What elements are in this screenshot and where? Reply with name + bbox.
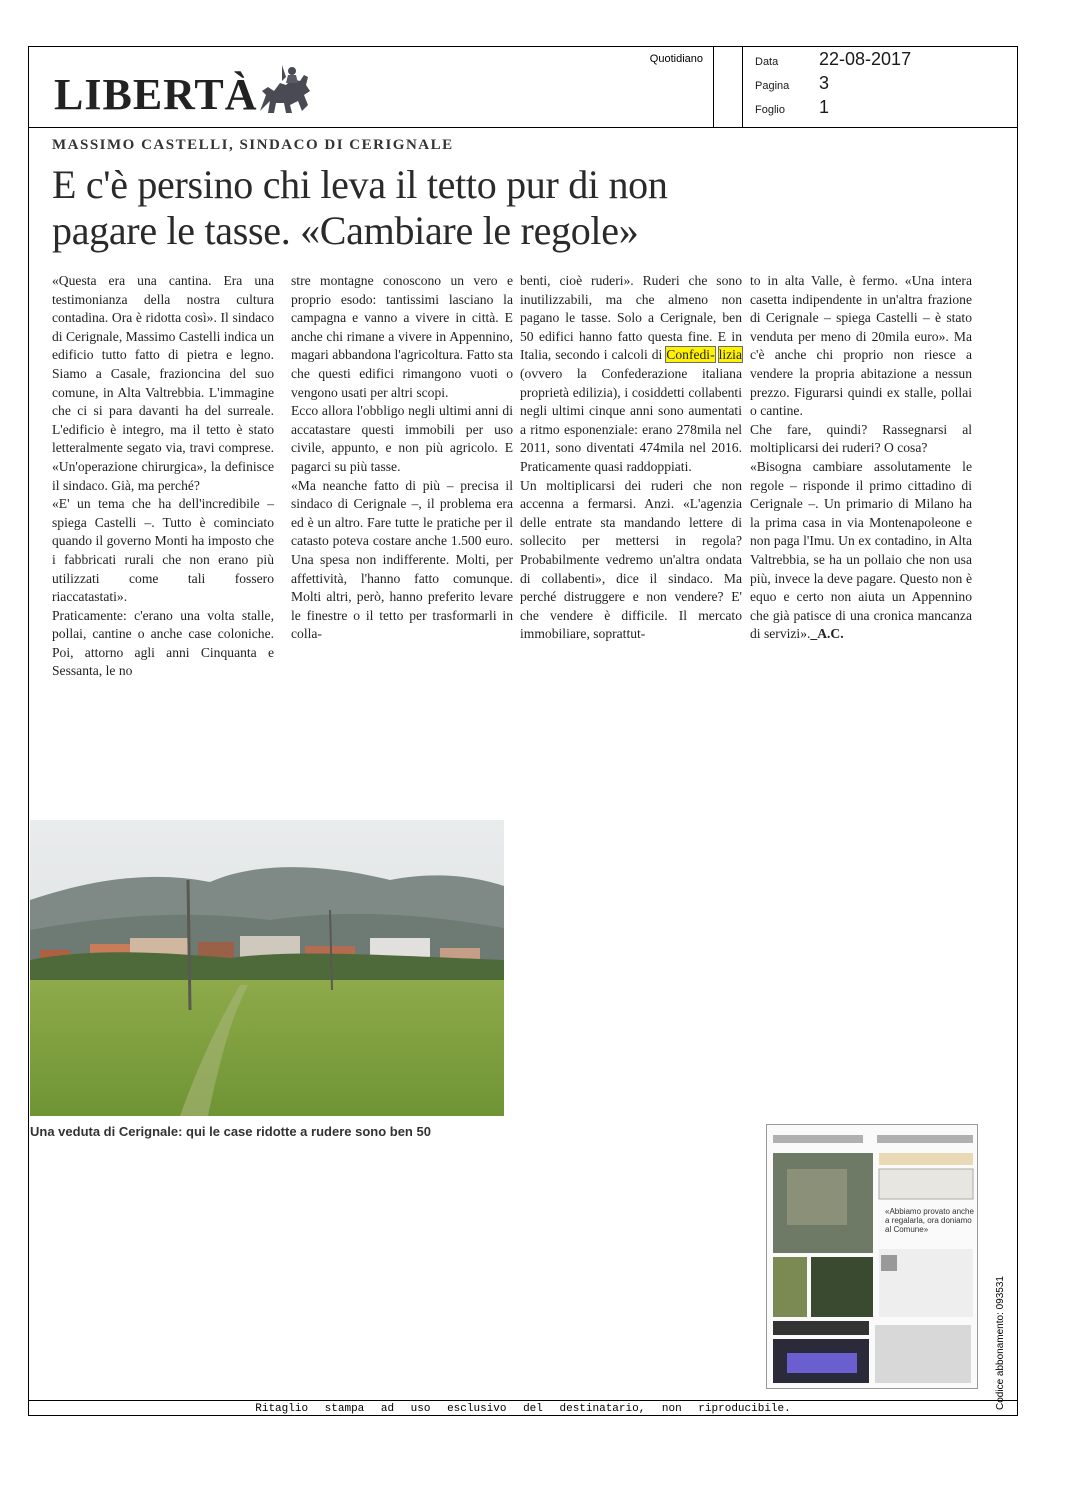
- article-photo: [30, 820, 504, 1116]
- header-divider: [713, 47, 743, 127]
- article-column-4: [750, 272, 972, 644]
- page-thumbnail: [766, 1124, 978, 1389]
- highlighted-term: Confedi-: [666, 347, 715, 363]
- paragraph: stre montagne conoscono un vero e proprio esodo: tantissimi lasciano la campagna e vanno a vivere in città. E anche chi rimane a vivere in Appennino, magari abbandona l'agricoltura. Fatto sta che questi edifici rimangono vuoti o vengono usati per altri scopi.: [291, 273, 513, 400]
- sheet-value: 1: [819, 97, 830, 117]
- meta-sheet: [755, 97, 829, 121]
- article-column-2: [291, 272, 513, 644]
- photo-caption: Una veduta di Cerignale: qui le case ridotte a rudere sono ben 50: [30, 1124, 431, 1139]
- publication-type: Quotidiano: [649, 53, 703, 65]
- page-label: Pagina: [755, 80, 790, 92]
- header-metadata: [743, 47, 1017, 127]
- paragraph: Un moltiplicarsi dei ruderi che non accenna a fermarsi. Anzi. «L'agenzia delle entrate sta mandando lettere di sollecito per mettersi in regola? Probabilmente vedremo un'altra ondata di collabenti», dice il sindaco. Ma perché distruggere e non vendere? E' che vendere è difficile. Il mercato immobiliare, soprattut-: [520, 477, 742, 642]
- paragraph: Che fare, quindi? Rassegnarsi al moltiplicarsi dei ruderi? O cosa?: [750, 421, 972, 456]
- article-headline: E c'è persino chi leva il tetto pur di non pagare le tasse. «Cambiare le regole»: [52, 162, 668, 253]
- footer-disclaimer: Ritaglio stampa ad uso esclusivo del destinatario, non riproducibile.: [28, 1400, 1018, 1416]
- paragraph: «E' un tema che ha dell'incredibile – spiega Castelli –. Tutto è cominciato quando il governo Monti ha imposto che i fabbricati rurali che non erano più utilizzati come tali fossero riaccatastati».: [52, 496, 274, 605]
- paragraph: to in alta Valle, è fermo. «Una intera casetta indipendente in un'altra frazione di Cerignale – spiega Castelli – è stato venduta per meno di 20mila euro». Ma c'è anche chi proprio non riesce a vendere la propria abitazione a nessun prezzo. Figurarsi quindi ex stalle, pollai o cantine.: [750, 273, 972, 419]
- paragraph: Praticamente: c'erano una volta stalle, pollai, cantine o anche case coloniche. Poi, attorno agli anni Cinquanta e Sessanta, le no: [52, 607, 274, 679]
- horseman-logo-icon: [252, 61, 316, 117]
- masthead-area: [29, 47, 713, 127]
- meta-date: [755, 49, 911, 73]
- highlighted-term: lizia: [718, 347, 742, 363]
- paragraph: Ecco allora l'obbligo negli ultimi anni di accatastare questi immobili per uso civile, appunto, e non più agricolo. E pagarci su più tasse.: [291, 403, 513, 474]
- thumbnail-quote: «Abbiamo provato anche a regalarla, ora doniamo al Comune»: [885, 1207, 974, 1234]
- masthead: [54, 61, 316, 117]
- date-label: Data: [755, 56, 779, 68]
- text-run: «Bisogna cambiare assolutamente le regole – risponde il primo cittadino di Cerignale –. Un primario di Milano ha la prima casa in via Montenapoleone e non paga l'Imu. Un ex contadino, in Alta Valtrebbia, se ha un pollaio che non usa più, invece la deve pagare. Questo non è equo e certo non aiuta un Appennino che già patisce di una cronica mancanza di servizi».: [750, 458, 972, 642]
- date-value: 22-08-2017: [819, 49, 912, 69]
- author-signature: _A.C.: [810, 626, 844, 642]
- text-run: (ovvero la Confederazione italiana proprietà edilizia), i cosiddetti collabenti negli ultimi cinque anni sono aumentati a ritmo esponenziale: erano 278mila nel 2011, sono diventati 474mila nel 2016. Praticamente quasi raddoppiati.: [520, 365, 742, 474]
- header-frame: [28, 46, 1018, 128]
- paragraph: [750, 458, 972, 644]
- masthead-title: LIBERTÀ: [54, 70, 258, 119]
- text-run: benti, cioè ruderi». Ruderi che sono inutilizzabili, ma che almeno non pagano le tasse. Solo a Cerignale, ben 50 edifici hanno fatto questa fine. E in Italia, secondo i calcoli di: [520, 273, 742, 363]
- subscription-code-text: Codice abbonamento: 093531: [995, 1276, 1006, 1410]
- article-column-3: [520, 272, 742, 644]
- article-column-1: [52, 272, 274, 681]
- sheet-label: Foglio: [755, 104, 785, 116]
- subscription-code: [995, 1240, 1009, 1410]
- thumbnail-layout-image: [767, 1125, 978, 1389]
- paragraph: «Ma neanche fatto di più – precisa il sindaco di Cerignale –, il problema era ed è un altro. Fare tutte le pratiche per il catasto poteva costare anche 1.500 euro. Una spesa non indifferente. Molti, per affettività, l'hanno fatto comunque. Molti altri, però, hanno preferito levare le finestre o il tetto per trasformarli in colla-: [291, 477, 513, 642]
- paragraph: «Questa era una cantina. Era una testimonianza della nostra cultura contadina. Ora è ridotta così». Il sindaco di Cerignale, Massimo Castelli indica un edificio tutto fatto di pietra e legno. Siamo a Casale, frazioncina del suo comune, in Alta Valtrebbia. L'immagine che ci si para davanti ha del surreale. L'edificio è integro, ma il tetto è stato letteralmente segato via, travi comprese. «Un'operazione chirurgica», la definisce il sindaco. Già, ma perché?: [52, 273, 274, 493]
- meta-page: [755, 73, 829, 97]
- article-kicker: MASSIMO CASTELLI, SINDACO DI CERIGNALE: [52, 137, 454, 153]
- landscape-image: [30, 820, 504, 1116]
- paragraph: [520, 272, 742, 477]
- page-value: 3: [819, 73, 830, 93]
